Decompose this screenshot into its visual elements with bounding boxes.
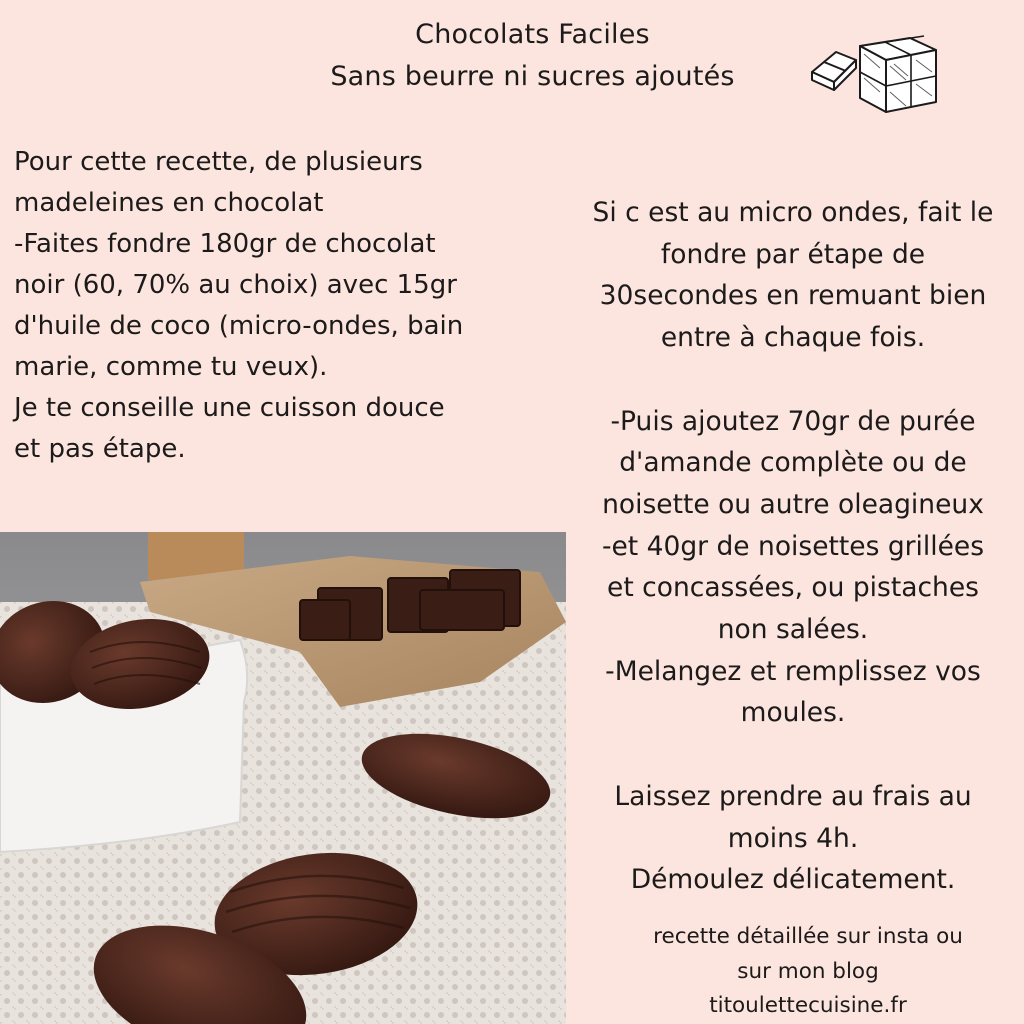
steps-line: 30secondes en remuant bien bbox=[599, 280, 987, 312]
footer-line: sur mon blog bbox=[737, 958, 879, 984]
title-line-1: Chocolats Faciles bbox=[415, 19, 650, 50]
page-title bbox=[260, 14, 805, 98]
steps-line: -Melangez et remplissez vos bbox=[605, 655, 981, 687]
footer-credit bbox=[616, 920, 1000, 1024]
intro-line: d'huile de coco (micro-ondes, bain bbox=[14, 311, 464, 341]
steps-line: Si c est au micro ondes, fait le bbox=[592, 197, 994, 228]
intro-line: Pour cette recette, de plusieurs bbox=[14, 147, 423, 177]
title-line-2: Sans beurre ni sucres ajoutés bbox=[330, 61, 735, 92]
recipe-steps bbox=[566, 192, 1020, 901]
footer-line: recette détaillée sur insta ou bbox=[653, 924, 963, 949]
steps-spacer bbox=[566, 359, 1020, 401]
intro-line: Je te conseille une cuisson douce bbox=[14, 393, 445, 423]
blog-link[interactable]: titoulettecuisine.fr bbox=[709, 993, 907, 1018]
intro-line: madeleines en chocolat bbox=[14, 188, 324, 218]
steps-line: -Puis ajoutez 70gr de purée bbox=[610, 405, 976, 437]
steps-line: moules. bbox=[740, 697, 846, 729]
steps-line: entre à chaque fois. bbox=[660, 322, 926, 354]
madeleines-photo bbox=[0, 532, 566, 1024]
steps-line: Démoulez délicatement. bbox=[630, 864, 956, 896]
steps-line: d'amande complète ou de bbox=[619, 447, 967, 479]
steps-line: moins 4h. bbox=[727, 822, 859, 854]
steps-line: -et 40gr de noisettes grillées bbox=[601, 530, 985, 562]
steps-spacer bbox=[566, 734, 1020, 776]
intro-line: et pas étape. bbox=[14, 434, 186, 464]
steps-line: Laissez prendre au frais au bbox=[614, 780, 972, 812]
intro-line: -Faites fondre 180gr de chocolat bbox=[14, 229, 436, 259]
intro-line: marie, comme tu veux). bbox=[14, 352, 328, 382]
steps-line: et concassées, ou pistaches bbox=[607, 572, 979, 604]
steps-line: non salées. bbox=[717, 614, 869, 646]
intro-text bbox=[14, 142, 544, 470]
steps-line: fondre par étape de bbox=[660, 238, 926, 270]
steps-line: noisette ou autre oleagineux bbox=[602, 488, 984, 520]
chocolate-bar-icon bbox=[806, 34, 938, 116]
intro-line: noir (60, 70% au choix) avec 15gr bbox=[14, 270, 457, 300]
